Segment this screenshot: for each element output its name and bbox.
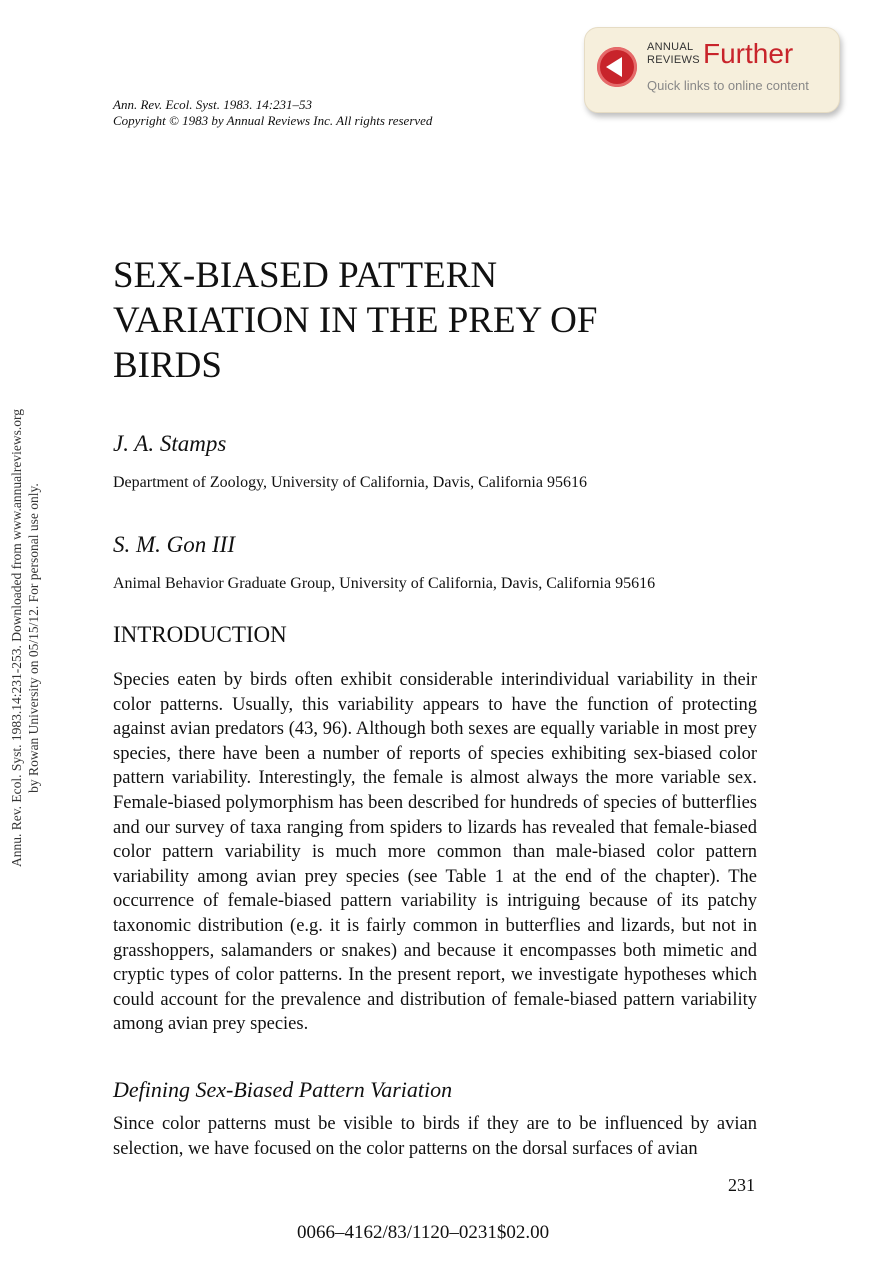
section-heading: INTRODUCTION [113, 622, 287, 647]
title-line-2: VARIATION IN THE PREY OF [113, 300, 598, 341]
subsection-heading: Defining Sex-Biased Pattern Variation [113, 1077, 453, 1102]
author-affiliation: Department of Zoology, University of California, Davis, California 95616 [113, 474, 587, 491]
citation-line-1: Ann. Rev. Ecol. Syst. 1983. 14:231–53 [113, 97, 313, 112]
author-name: J. A. Stamps [113, 431, 227, 456]
page-number: 231 [728, 1175, 755, 1195]
intro-paragraph: Species eaten by birds often exhibit considerable interindividual variability in their color patterns. Usually, this variability appears to have the function of protecting against avian predators (43, 96). Although both sexes are equally variable in most prey species, there have been a number of reports of species exhibiting sex-biased color pattern variability. Interestingly, the female is almost always the more variable sex. Female-biased polymorphism has been described for hundreds of species of butterflies and our survey of taxa ranging from spiders to lizards has revealed that female-biased color pattern variability is much more common than male-biased color pattern variability among avian prey species (see Table 1 at the end of the chapter). The occurrence of female-biased pattern variability is intriguing because of its patchy taxonomic distribution (e.g. it is fairly common in butterflies and lizards, but not in grasshoppers, salamanders or snakes) and because it encompasses both mimetic and cryptic types of color patterns. In the present report, we investigate hypotheses which could account for the prevalence and distribution of female-biased pattern variability among avian prey species. [113, 670, 757, 1035]
badge-reviews-label: REVIEWS [647, 54, 700, 66]
watermark-line-1: Annu. Rev. Ecol. Syst. 1983.14:231-253. Downloaded from www.annualreviews.org [9, 408, 24, 868]
badge-annual-label: ANNUAL [647, 41, 694, 53]
play-arrow-icon [597, 47, 637, 87]
footer-code: 0066–4162/83/1120–0231$02.00 [297, 1222, 550, 1243]
watermark-line-2: by Rowan University on 05/15/12. For personal use only. [26, 483, 41, 793]
badge-tagline: Quick links to online content [647, 78, 809, 93]
further-links-badge[interactable] [584, 27, 840, 113]
citation-line-2: Copyright © 1983 by Annual Reviews Inc. All rights reserved [113, 113, 433, 128]
badge-further-label: Further [703, 38, 794, 69]
article-title [113, 253, 753, 388]
author-affiliation: Animal Behavior Graduate Group, University of California, Davis, California 95616 [113, 575, 656, 592]
body-paragraph: Since color patterns must be visible to birds if they are to be influenced by avian selection, we have focused on the color patterns on the dorsal surfaces of avian [113, 1114, 757, 1159]
download-watermark [8, 188, 52, 1088]
title-line-1: SEX-BIASED PATTERN [113, 255, 498, 296]
title-line-3: BIRDS [113, 345, 222, 386]
author-name: S. M. Gon III [113, 532, 235, 557]
journal-citation [113, 97, 432, 129]
